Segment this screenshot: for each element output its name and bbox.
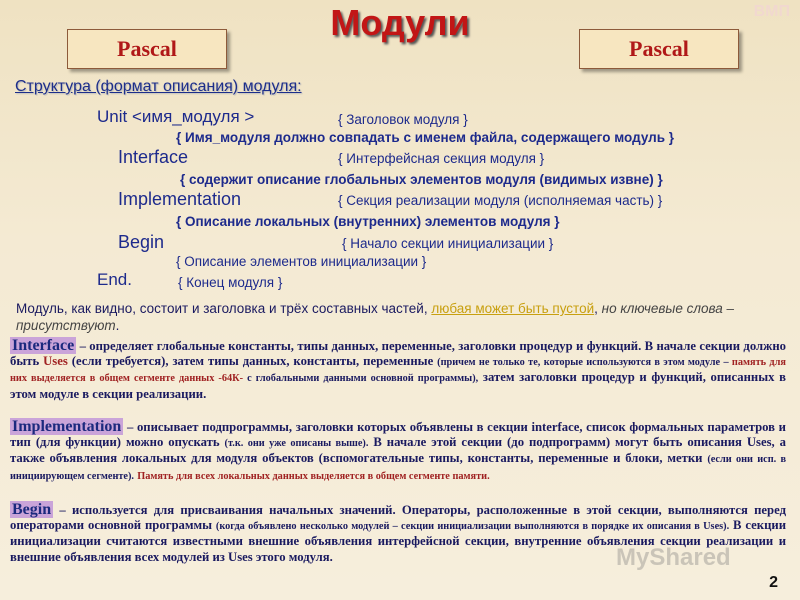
watermark-logo: ВМП: [753, 3, 790, 20]
name-comment: { Имя_модуля должно совпадать с именем файла, содержащего модуль }: [176, 130, 675, 145]
end-comment: { Конец модуля }: [178, 275, 283, 290]
begin-comment: { Начало секции инициализации }: [342, 236, 554, 251]
end-keyword: End.: [97, 270, 132, 289]
implementation-description: { Описание локальных (внутренних) элементов модуля }: [176, 214, 560, 229]
para-note-highlight: Память для всех локальных данных выделяется в общем сегменте памяти.: [137, 470, 490, 482]
para-text: В секции инициализации считаются известными внешние объявления интерфейсной секции, внутренние объявления секции реализации и внешние объявления всех модулей из Uses этого модуля.: [10, 518, 787, 564]
summary-part: ,: [594, 301, 602, 316]
unit-comment: { Заголовок модуля }: [338, 112, 468, 127]
para-text: затем заголовки процедур и функций, описанных в этом модуле в секции реализации.: [10, 370, 786, 401]
para-text: – определяет глобальные константы, типы данных, переменные, заголовки процедур и функций. В начале секции должно быть: [10, 339, 786, 369]
para-note: (когда объявлено несколько модулей – секции инициализации выполняются в порядке их описания в Uses).: [215, 521, 730, 533]
para-text: В начале этой секции (до подпрограмм) могут быть описания Uses, а также объявления локальных для модуля объектов (вспомогательные типы, константы, переменные и блоки, метки: [10, 435, 787, 466]
unit-keyword: Unit <имя_модуля >: [97, 107, 255, 126]
interface-term: Interface: [12, 337, 75, 354]
para-note: с глобальными данными основной программы),: [243, 373, 479, 385]
para-text: (если требуется), затем типы данных, константы, переменные: [67, 354, 438, 369]
para-note: (если они исп. в инициирующем сегменте).: [10, 454, 786, 482]
para-note: (т.к. они уже описаны выше).: [224, 438, 369, 450]
summary-part: .: [115, 318, 120, 333]
para-text: – используется для присваивания начальных значений. Операторы, расположенные в этой секции, выполняются перед операторами основной программы: [10, 503, 786, 533]
implementation-term: Implementation: [12, 418, 122, 435]
summary-part: Модуль, как видно, состоит и заголовка и трёх составных частей,: [16, 301, 432, 316]
begin-keyword: Begin: [118, 232, 165, 252]
interface-description: { содержит описание глобальных элементов модуля (видимых извне) }: [180, 172, 663, 187]
summary-highlight: любая может быть пустой: [431, 301, 595, 316]
begin-description: { Описание элементов инициализации }: [176, 254, 427, 269]
page-title: Модули: [330, 2, 470, 43]
interface-keyword: Interface: [118, 147, 189, 167]
structure-heading: Структура (формат описания) модуля:: [15, 78, 302, 95]
begin-term: Begin: [12, 501, 52, 518]
pascal-label-left: Pascal: [67, 29, 227, 69]
uses-keyword: Uses: [43, 354, 68, 369]
interface-paragraph: [10, 338, 786, 402]
interface-comment: { Интерфейсная секция модуля }: [338, 151, 545, 166]
summary-italic: но ключевые слова – присутствуют: [16, 301, 735, 333]
para-note-highlight: память для них выделяется в общем сегменте данных -64К-: [10, 357, 786, 385]
implementation-paragraph: [10, 419, 786, 484]
para-text: – описывает подпрограммы, заголовки которых объявлены в секции interface, список формальных параметров и тип (для функции) можно опускать: [10, 420, 786, 450]
pascal-label-right: Pascal: [579, 29, 739, 69]
summary-text: [16, 300, 786, 334]
implementation-comment: { Секция реализации модуля (исполняемая часть) }: [338, 193, 663, 208]
slide-number: 2: [769, 574, 778, 591]
site-watermark: MyShared: [616, 544, 731, 571]
implementation-keyword: Implementation: [118, 189, 242, 209]
para-note: (причем не только те, которые используются в этом модуле –: [437, 357, 732, 369]
